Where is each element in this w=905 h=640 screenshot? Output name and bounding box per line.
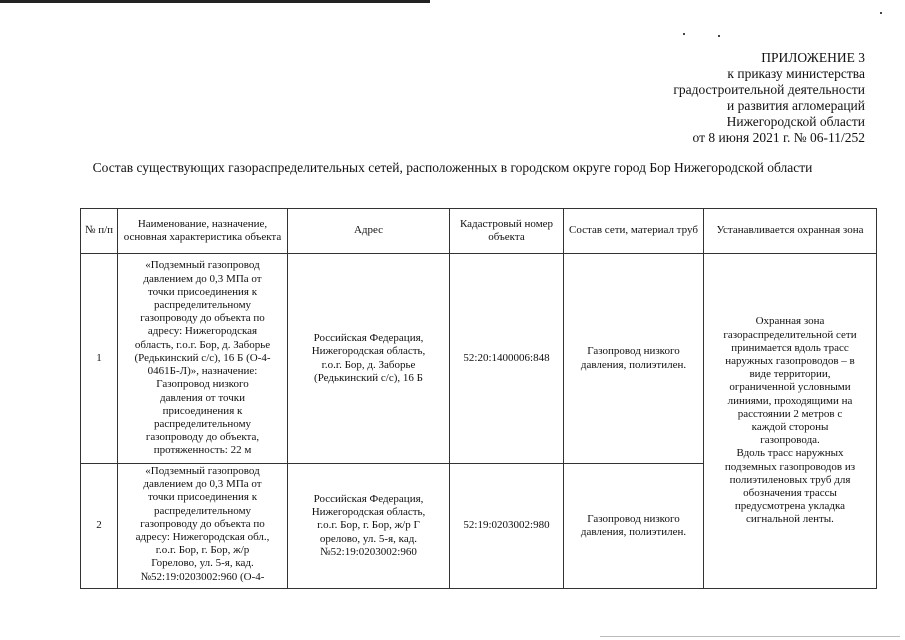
object-address: Российская Федерация, Нижегородская область, г.о.г. Бор, г. Бор, ж/р Г орелово, ул. 5-я, кад. №52:19:0203002:960 — [288, 464, 450, 589]
cadastral-number: 52:20:1400006:848 — [450, 254, 564, 464]
appendix-line: ПРИЛОЖЕНИЕ 3 — [761, 50, 865, 65]
gas-networks-table — [80, 208, 877, 589]
row-number: 1 — [81, 254, 118, 464]
protection-zone-text: Охранная зона газораспределительной сети принимается вдоль трасс наружных газопроводов – в виде территории, ограниченной условными линиями, проходящими на расстоянии 2 метров с каждой стороны газопровода. Вдоль трасс наружных подземных газопроводов из полиэтиленовых труб для обозначения трассы предусмотрена укладка сигнальной ленты. — [704, 254, 877, 589]
appendix-header — [545, 50, 865, 146]
table-header-row — [81, 209, 877, 254]
scan-edge-line — [0, 0, 430, 3]
appendix-line: и развития агломераций — [726, 98, 865, 113]
header-protection-zone: Устанавливается охранная зона — [704, 209, 877, 254]
row-number: 2 — [81, 464, 118, 589]
object-name: «Подземный газопровод давлением до 0,3 МПа от точки присоединения к распределительному газопроводу до объекта по адресу: Нижегородская область, г.о.г. Бор, д. Заборье (Редькинский с/с), 16 Б (О-4- 0461Б-Л)», назначение: Газопровод низкого давления от точки присоединения к распределительному газопроводу до объекта, протяженность: 22 м — [118, 254, 288, 464]
appendix-line: Нижегородской области — [726, 114, 865, 129]
header-name: Наименование, назначение, основная характеристика объекта — [118, 209, 288, 254]
appendix-line: градостроительной деятельности — [673, 82, 865, 97]
network-material: Газопровод низкого давления, полиэтилен. — [564, 254, 704, 464]
scan-edge-line — [600, 636, 900, 637]
object-address: Российская Федерация, Нижегородская область, г.о.г. Бор, д. Заборье (Редькинский с/с), 16 Б — [288, 254, 450, 464]
header-address: Адрес — [288, 209, 450, 254]
header-cadastral: Кадастровый номер объекта — [450, 209, 564, 254]
header-network: Состав сети, материал труб — [564, 209, 704, 254]
scan-speck — [718, 35, 720, 37]
scan-speck — [880, 12, 882, 14]
appendix-line: от 8 июня 2021 г. № 06-11/252 — [692, 130, 865, 145]
header-number: № п/п — [81, 209, 118, 254]
table-row — [81, 254, 877, 464]
cadastral-number: 52:19:0203002:980 — [450, 464, 564, 589]
scan-speck — [683, 33, 685, 35]
document-title: Состав существующих газораспределительных сетей, расположенных в городском округе город Бор Нижегородской области — [92, 160, 813, 175]
network-material: Газопровод низкого давления, полиэтилен. — [564, 464, 704, 589]
object-name: «Подземный газопровод давлением до 0,3 МПа от точки присоединения к распределительному газопроводу до объекта по адресу: Нижегородская обл., г.о.г. Бор, г. Бор, ж/р Горелово, ул. 5-я, кад. №52:19:0203002:960 (О-4- — [118, 464, 288, 589]
appendix-line: к приказу министерства — [727, 66, 865, 81]
